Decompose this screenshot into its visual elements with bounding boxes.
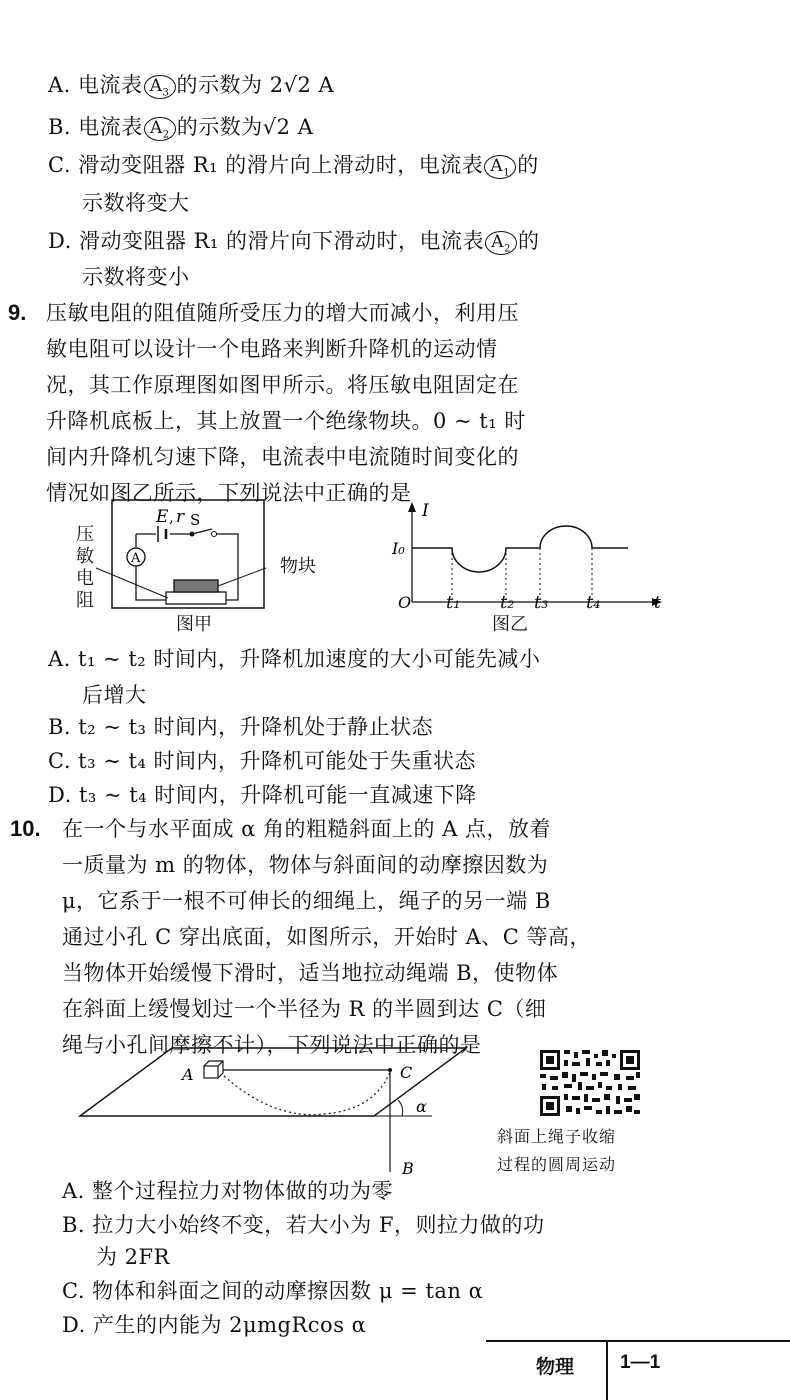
ammeter-label: A	[131, 551, 141, 566]
caption-fig-yi: 图乙	[492, 614, 528, 635]
switch-lever	[192, 529, 212, 534]
q10-option-d: D. 产生的内能为 2μmgRcos α	[62, 1313, 367, 1337]
label-c: C	[400, 1063, 413, 1082]
semicircle-path	[224, 1072, 390, 1115]
switch-label: S	[190, 511, 201, 529]
ammeter-a3-icon: $A_3$	[144, 75, 176, 99]
q8-option-d-cont: 示数将变小	[82, 265, 190, 289]
ammeter-a2-icon: $A_2$	[144, 117, 176, 141]
resistance-label: r	[176, 507, 185, 527]
qr-finder-bottomleft	[540, 1096, 560, 1116]
tick-t2: t₂	[500, 592, 515, 613]
label-zu: 阻	[76, 590, 94, 611]
q9-stem-line: 间内升降机匀速下降，电流表中电流随时间变化的	[46, 445, 519, 469]
label-dian: 电	[76, 568, 94, 589]
object-box	[204, 1066, 218, 1078]
q9-option-a: A. t₁ ~ t₂ 时间内，升降机加速度的大小可能先减小	[48, 647, 541, 671]
footer-subject: 物理	[536, 1357, 575, 1378]
label-min: 敏	[76, 546, 94, 567]
q10-option-c: C. 物体和斜面之间的动摩擦因数 μ = tan α	[62, 1279, 484, 1303]
incline-figure	[74, 1040, 474, 1180]
qr-caption-line: 过程的圆周运动	[497, 1155, 617, 1174]
caption-fig-jia: 图甲	[176, 614, 212, 635]
hole-c	[388, 1068, 392, 1072]
footer-page: 1—1	[620, 1352, 661, 1373]
qr-finder-topleft	[540, 1050, 560, 1070]
tick-t1: t₁	[446, 592, 461, 613]
q10-number: 10.	[10, 816, 41, 841]
y-axis-arrow	[408, 502, 416, 512]
label-wukuai: 物块	[280, 556, 316, 577]
insulating-block	[174, 580, 218, 592]
q10-stem-line: 当物体开始缓慢下滑时，适当地拉动绳端 B，使物体	[62, 961, 559, 985]
q9-option-b: B. t₂ ~ t₃ 时间内，升降机处于静止状态	[48, 715, 434, 739]
angle-arc	[398, 1100, 403, 1116]
arrow-to-resistor	[96, 568, 168, 598]
q9-option-c: C. t₃ ~ t₄ 时间内，升降机可能处于失重状态	[48, 749, 477, 773]
switch-contact	[212, 532, 217, 537]
q9-option-d: D. t₃ ~ t₄ 时间内，升降机可能一直减速下降	[48, 783, 477, 807]
label-ya: 压	[76, 524, 94, 545]
q9-stem-line: 压敏电阻的阻值随所受压力的增大而减小，利用压	[46, 301, 519, 325]
q10-stem-line: 通过小孔 C 穿出底面，如图所示，开始时 A、C 等高，	[62, 925, 592, 949]
tick-t4: t₄	[586, 592, 601, 613]
q10-stem-line: 在一个与水平面成 α 角的粗糙斜面上的 A 点，放着	[62, 817, 552, 841]
q10-stem-line: 在斜面上缓慢划过一个半径为 R 的半圆到达 C（细	[62, 997, 547, 1021]
ammeter-a2-icon: $A_2$	[485, 231, 517, 255]
ammeter-a1-icon: $A_1$	[484, 155, 516, 179]
q9-stem-line: 敏电阻可以设计一个电路来判断升降机的运动情	[46, 337, 498, 361]
qr-finder-topright	[620, 1050, 640, 1070]
tick-t3: t₃	[534, 592, 549, 613]
q10-option-a: A. 整个过程拉力对物体做的功为零	[62, 1179, 394, 1203]
q9-stem-line: 升降机底板上，其上放置一个绝缘物块。0 ~ t₁ 时	[46, 409, 526, 433]
qr-code	[538, 1048, 642, 1118]
footer-divider	[606, 1341, 608, 1400]
q9-stem-line: 情况如图乙所示，下列说法中正确的是	[46, 481, 412, 505]
current-curve	[412, 526, 628, 572]
origin-label: O	[398, 593, 412, 612]
label-b: B	[402, 1159, 414, 1178]
q10-stem-line: μ，它系于一根不可伸长的细绳上，绳子的另一端 B	[62, 889, 551, 913]
pressure-resistor	[166, 592, 226, 604]
arrow-to-block	[218, 568, 266, 586]
q10-option-b: B. 拉力大小始终不变，若大小为 F，则拉力做的功	[62, 1213, 545, 1237]
footer-rule	[486, 1340, 790, 1342]
q8-option-b: B. 电流表 $A_2$ 的示数为√2 A	[48, 115, 314, 140]
circuit-figure	[66, 498, 276, 638]
q8-option-c-cont: 示数将变大	[82, 191, 190, 215]
q9-option-a-cont: 后增大	[82, 683, 147, 707]
i0-label: I₀	[392, 539, 405, 558]
q9-stem-line: 况，其工作原理图如图甲所示。将压敏电阻固定在	[46, 373, 519, 397]
label-alpha: α	[416, 1097, 427, 1116]
q8-option-a: A. 电流表 $A_3$ 的示数为 2√2 A	[48, 73, 335, 98]
q8-option-c: C. 滑动变阻器 R₁ 的滑片向上滑动时，电流表 $A_1$ 的	[48, 153, 539, 178]
label-a: A	[182, 1065, 194, 1084]
incline-plane	[80, 1048, 466, 1116]
x-axis-label: t	[654, 593, 661, 613]
q9-number: 9.	[8, 300, 27, 325]
qr-caption-line: 斜面上绳子收缩	[497, 1127, 617, 1146]
comma-label: ,	[169, 508, 174, 526]
q8-option-d: D. 滑动变阻器 R₁ 的滑片向下滑动时，电流表 $A_2$ 的	[48, 229, 540, 254]
q10-option-b-cont: 为 2FR	[96, 1245, 170, 1269]
y-axis-label: I	[422, 501, 429, 521]
q10-stem-line: 一质量为 m 的物体，物体与斜面间的动摩擦因数为	[62, 853, 549, 877]
q10-stem-line: 绳与小孔间摩擦不计），下列说法中正确的是	[62, 1033, 482, 1057]
emf-label: E	[156, 507, 169, 527]
